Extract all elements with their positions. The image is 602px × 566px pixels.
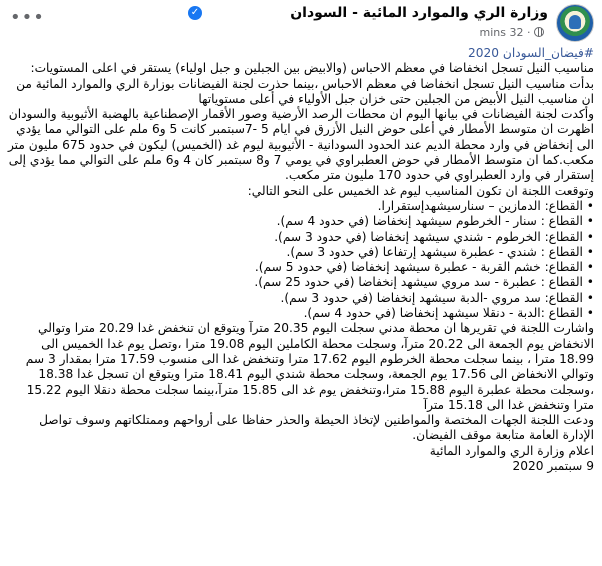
post-text-line: واشارت اللجنة في تقريرها ان محطة مدني سجلت اليوم 20.35 مترآ ويتوقع ان تنخفض غدا 20.29 مترا وتوالي الانخفاض يوم الجمعة الى 20.22 مترآ، وسجلت محطة الكاملين اليوم 19.08 مترا ،وتصل يوم غدا الخميس الى 18.99 مترا ، بينما سجلت محطة الخرطوم اليوم 17.62 مترا وتنخفض غدا الى منسوب 17.59 مترا بمقدار 3 سم وتوالي الانخفاض الى 17.56 يوم الجمعة، وسجلت محطة شندي اليوم 18.41 مترا ويتوقع ان تسجل غدا 18.38 ،وسجلت محطة عطبرة اليوم 15.88 مترا،وتنخفض يوم غد الى 15.85 مترآ،بينما سجلت محطة دنقلا اليوم 15.22 مترا وتنخفض غدا الى 15.18 مترآ xyxy=(25,321,594,412)
post-text-line: • القطاع: خشم القربة - عطبرة سيشهد إنخفاضا (في حدود 5 سم). xyxy=(254,260,594,275)
post-text-line: وأكدت لجنة الفيضانات في بيانها اليوم ان محطات الرصد الأرضية وصور الأقمار الإصطناعية بالهضبة الأثيوبية والسودان اظهرت ان متوسط الأمطار في أعلى حوض النيل الأزرق في ايام 5 -7سبتمبر كانت 5 و6 ملم على التوالي مما يؤدي الى إنخفاض في وارد محطة الديم عند الحدود السودانية - الأثيوبية ليوم غد (الخميس) ليكون في حدود 675 مليون متر مكعب.كما ان متوسط الأمطار في حوض العطبراوي في يومي 7 و8 سبتمبر كان 4 و6 ملم على التوالي مما يؤدي إلى إستقرار في وارد العطبراوي في حدود 170 مليون متر مكعب. xyxy=(7,107,594,183)
hashtag-link[interactable]: #فيضان_السودان 2020 xyxy=(468,46,594,60)
page-name-link[interactable]: وزارة الري والموارد المائية - السودان xyxy=(290,5,548,21)
post-text-line: ودعت اللجنة الجهات المختصة والمواطنين لإتخاذ الحيطة والحذر حفاظا على أرواحهم وممتلكاتهم وسوف تواصل الإدارة العامة متابعة موقف الفيضان. xyxy=(39,413,594,443)
post-header xyxy=(0,0,602,46)
post-text-line: وتوقعت اللجنة ان تكون المناسيب ليوم غد الخميس على النحو التالي: xyxy=(247,183,594,198)
post-text-line: • القطاع : عطبرة - سد مروي سيشهد إنخفاضا (في حدود 25 سم). xyxy=(254,275,594,290)
post-text-line: • القطاع : سنار - الخرطوم سيشهد إنخفاضا (في حدود 4 سم). xyxy=(276,214,594,229)
post-text-line: • القطاع: سد مروي -الدبة سيشهد إنخفاضا (في حدود 3 سم). xyxy=(280,290,594,305)
post-body xyxy=(6,46,594,474)
post-text-line: • القطاع : شندي - عطبرة سيشهد إرتفاعا (في حدود 3 سم). xyxy=(286,244,594,259)
more-options-icon[interactable]: ••• xyxy=(10,7,45,28)
post-text-line: بدأت مناسيب النيل تسجل انخفاضا في معظم الاحباس ،بينما حذرت لجنة الفيضانات بوزارة الري والموارد المائية من ان مناسيب النيل الأبيض من الجبلين حتى خزان جبل الأولياء في أعلى مستوياتها xyxy=(16,76,594,106)
post-meta xyxy=(480,26,548,39)
verified-badge-icon: ✓ xyxy=(188,6,202,20)
post-separator: · xyxy=(527,26,531,39)
post-text-line: اعلام وزارة الري والموارد المائية xyxy=(429,443,594,458)
post-timestamp[interactable]: 32 mins xyxy=(479,26,524,39)
post-text-line: • القطاع: الخرطوم - شندي سيشهد إنخفاضا (في حدود 3 سم). xyxy=(274,229,594,244)
page-avatar[interactable] xyxy=(556,4,594,42)
post-text-line: • القطاع: الدمازين – سنارسيشهدإستقرارا. xyxy=(377,198,594,213)
globe-icon xyxy=(534,27,544,37)
emblem-icon xyxy=(569,15,581,29)
post-text-line: مناسيب النيل تسجل انخفاضا في معظم الاحباس (والابيض بين الجبلين و جبل اولياء) يستقر في اعلى المستويات: xyxy=(30,61,594,76)
post-text-line: • القطاع :الدبة - دنقلا سيشهد إنخفاضا (في حدود 4 سم). xyxy=(303,306,594,321)
post-text-line: 9 سبتمبر 2020 xyxy=(512,459,594,474)
